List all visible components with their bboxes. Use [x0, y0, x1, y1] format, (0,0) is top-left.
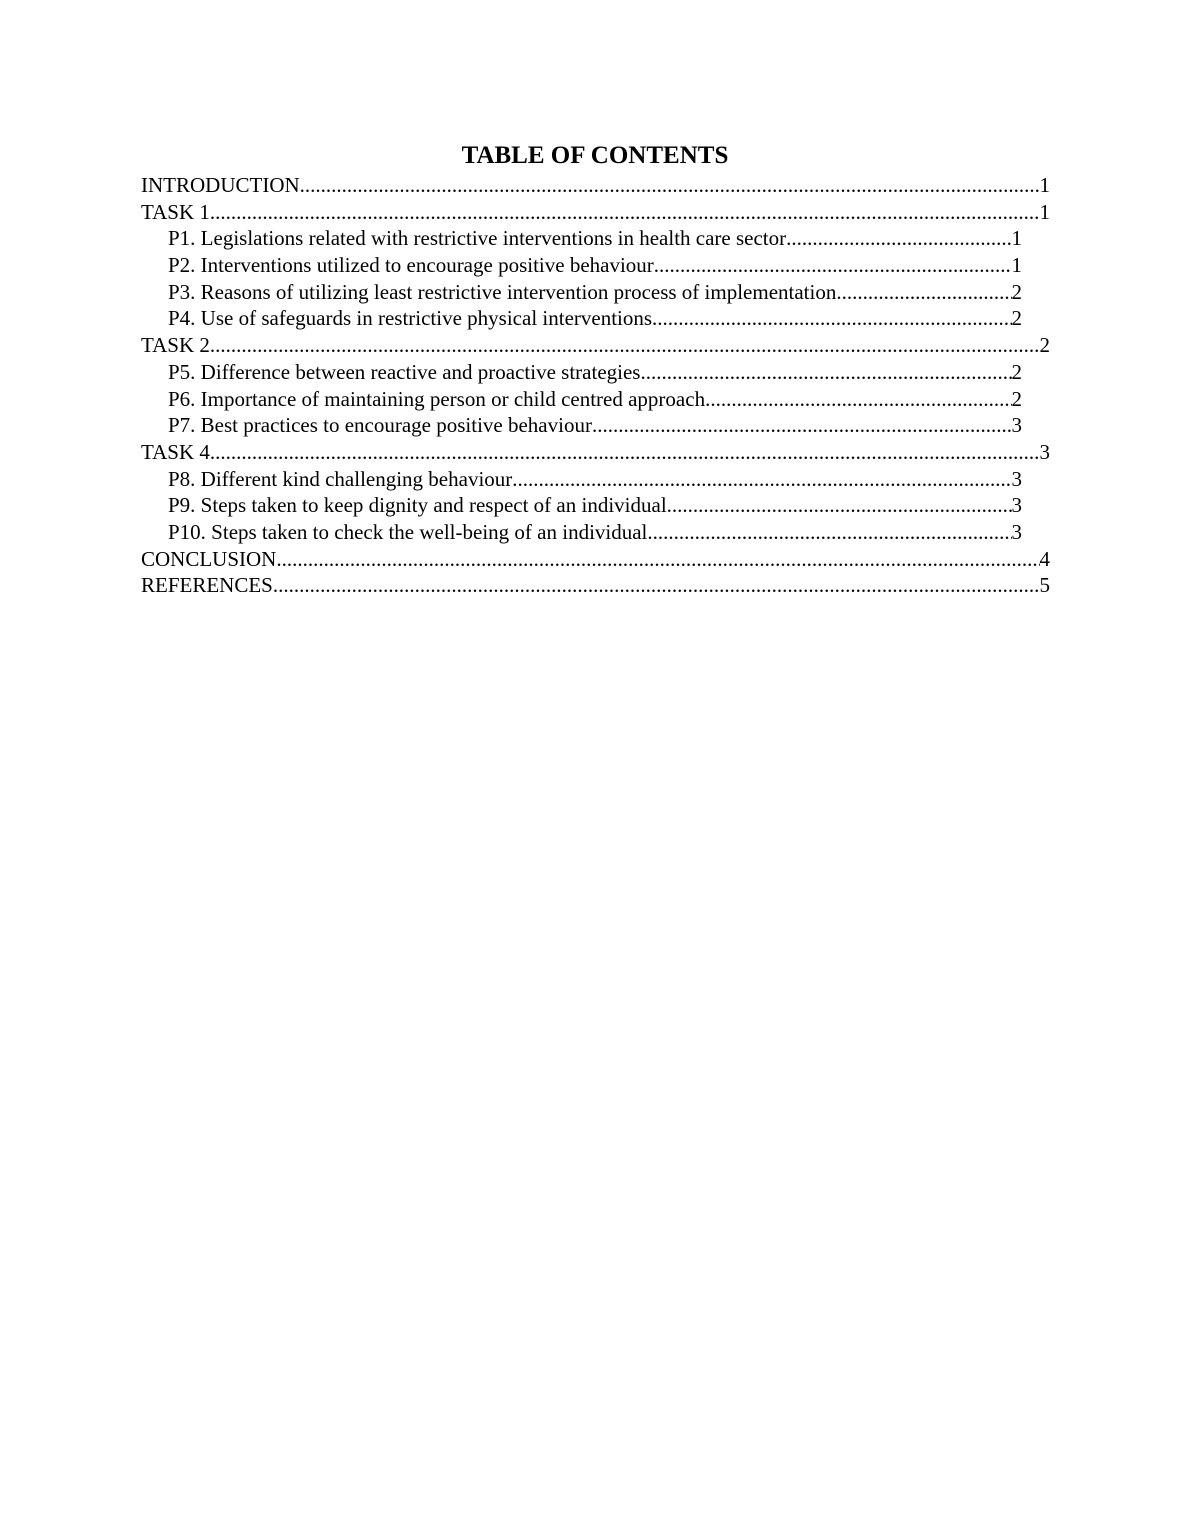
toc-entry-p1[interactable] — [141, 225, 1022, 252]
toc-page-number: 2 — [1011, 279, 1022, 304]
toc-entry-text: REFERENCES — [141, 573, 273, 598]
toc-entry-task-4[interactable] — [141, 439, 1050, 466]
toc-entry-introduction[interactable] — [141, 172, 1050, 199]
toc-entry-task-1[interactable] — [141, 199, 1050, 226]
toc-page-number: 1 — [1039, 173, 1050, 197]
dot-leader — [640, 359, 1011, 386]
toc-entry-p7[interactable] — [141, 412, 1022, 439]
dot-leader — [300, 172, 1040, 199]
toc-page-number: 3 — [1011, 519, 1022, 544]
dot-leader — [836, 279, 1011, 306]
dot-leader — [592, 412, 1012, 439]
toc-entry-p8[interactable] — [141, 466, 1022, 493]
toc-page-number: 2 — [1039, 333, 1050, 358]
toc-page-number: 1 — [1011, 226, 1022, 251]
dot-leader — [652, 305, 1011, 332]
toc-entry-p9[interactable] — [141, 492, 1022, 519]
dot-leader — [667, 492, 1012, 519]
toc-page-number: 1 — [1011, 253, 1022, 278]
toc-entry-text: TASK 1 — [141, 199, 210, 224]
toc-entry-p2[interactable] — [141, 252, 1022, 279]
toc-entry-text: CONCLUSION — [141, 546, 277, 571]
toc-entry-text: P3. Reasons of utilizing least restrictive intervention process of implementation — [168, 279, 837, 304]
toc-entry-text: P6. Importance of maintaining person or child centred approach — [168, 386, 706, 411]
toc-entry-conclusion[interactable] — [141, 546, 1050, 573]
toc-list — [141, 172, 1050, 599]
dot-leader — [512, 466, 1011, 493]
toc-entry-p6[interactable] — [141, 386, 1022, 413]
toc-entry-text: P9. Steps taken to keep dignity and respect of an individual — [168, 493, 667, 518]
toc-entry-p4[interactable] — [141, 305, 1022, 332]
toc-entry-task-2[interactable] — [141, 332, 1050, 359]
toc-entry-text: P4. Use of safeguards in restrictive physical interventions — [168, 306, 653, 331]
toc-page-number: 2 — [1011, 386, 1022, 411]
toc-entry-text: INTRODUCTION — [141, 173, 300, 197]
toc-entry-text: P1. Legislations related with restrictive interventions in health care sector — [168, 226, 787, 251]
toc-entry-text: TASK 4 — [141, 439, 210, 464]
toc-entry-text: P10. Steps taken to check the well-being of an individual — [168, 519, 648, 544]
toc-title: TABLE OF CONTENTS — [461, 142, 729, 169]
toc-entry-text: P2. Interventions utilized to encourage positive behaviour — [168, 253, 654, 278]
toc-page-number: 3 — [1011, 413, 1022, 438]
dot-leader — [210, 439, 1040, 466]
dot-leader — [210, 199, 1040, 226]
toc-page-number: 2 — [1011, 359, 1022, 384]
toc-page-number: 4 — [1039, 546, 1050, 571]
dot-leader — [210, 332, 1040, 359]
dot-leader — [654, 252, 1012, 279]
dot-leader — [273, 572, 1040, 599]
toc-entry-text: P8. Different kind challenging behaviour — [168, 466, 513, 491]
dot-leader — [276, 546, 1039, 573]
toc-entry-references[interactable] — [141, 572, 1050, 599]
toc-entry-text: P5. Difference between reactive and proactive strategies — [168, 359, 641, 384]
toc-page-number: 3 — [1011, 493, 1022, 518]
toc-page-number: 1 — [1039, 199, 1050, 224]
toc-entry-p5[interactable] — [141, 359, 1022, 386]
toc-page-number: 5 — [1039, 573, 1050, 598]
toc-page-number: 3 — [1039, 439, 1050, 464]
toc-entry-p10[interactable] — [141, 519, 1022, 546]
toc-entry-text: TASK 2 — [141, 333, 210, 358]
toc-entry-text: P7. Best practices to encourage positive behaviour — [168, 413, 592, 438]
toc-page-number: 2 — [1011, 306, 1022, 331]
dot-leader — [647, 519, 1011, 546]
toc-entry-p3[interactable] — [141, 279, 1022, 306]
dot-leader — [786, 225, 1011, 252]
toc-page-number: 3 — [1011, 466, 1022, 491]
dot-leader — [705, 386, 1011, 413]
